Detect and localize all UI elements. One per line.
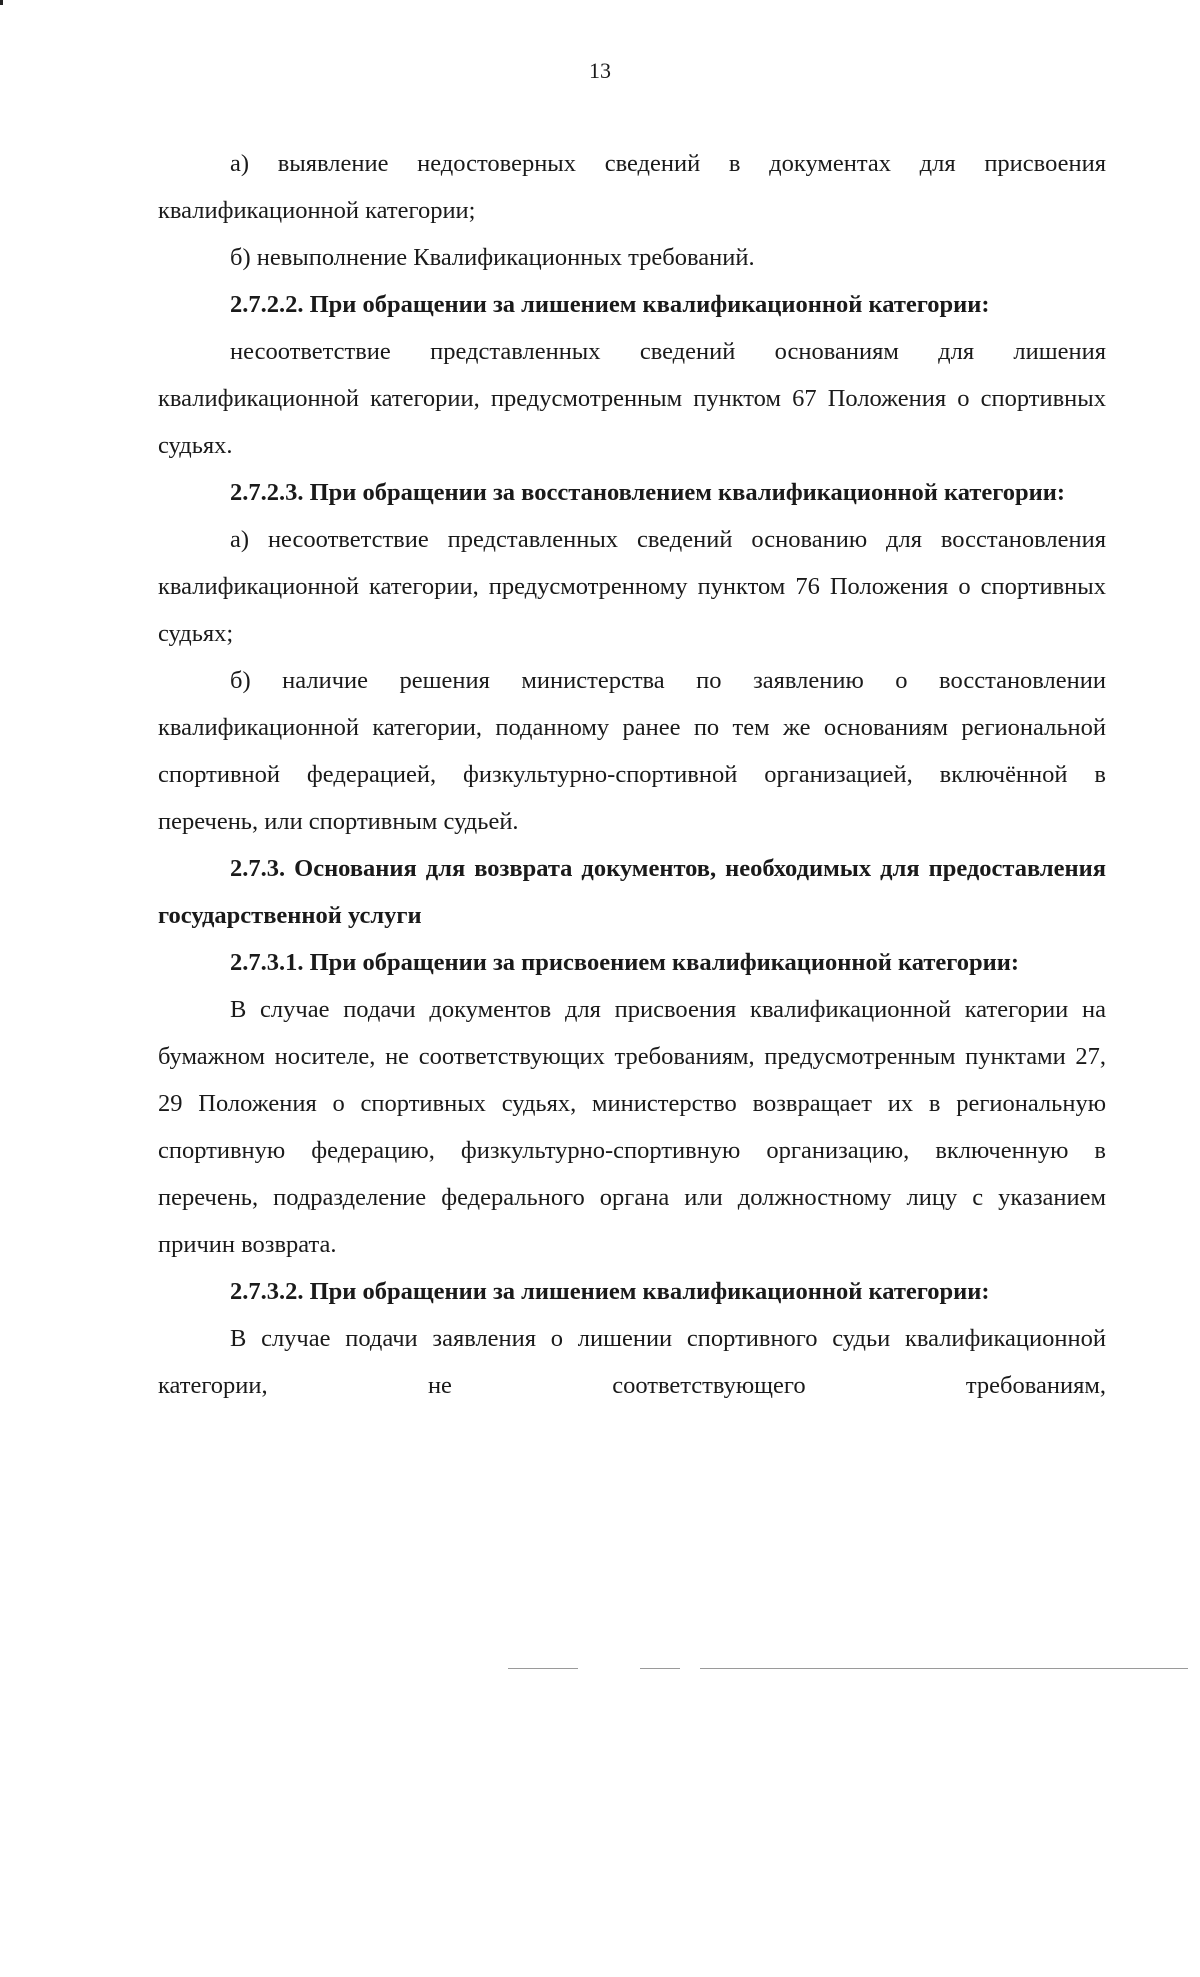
paragraph-2-7-2-2-text: несоответствие представленных сведений основаниям для лишения квалификационной категории, предусмотренным пунктом 67 Положения о спортивных судьях. bbox=[158, 338, 1106, 459]
paragraph-2-7-2-3-a: а) несоответствие представленных сведений основанию для восстановления квалификационной категории, предусмотренному пунктом 76 Положения о спортивных судьях; bbox=[158, 526, 1106, 647]
document-body bbox=[158, 140, 1106, 1409]
paragraph-1a: а) выявление недостоверных сведений в документах для присвоения квалификационной категории; bbox=[158, 150, 1106, 224]
scan-artifact bbox=[0, 0, 3, 5]
page-number: 13 bbox=[589, 58, 611, 83]
footer-scan-rule bbox=[700, 1668, 1188, 1669]
heading-2-7-2-3: 2.7.2.3. При обращении за восстановлением квалификационной категории: bbox=[230, 479, 1066, 506]
heading-2-7-3: 2.7.3. Основания для возврата документов, необходимых для предоставления государственной услуги bbox=[158, 855, 1106, 929]
paragraph-2-7-3-1-text: В случае подачи документов для присвоения квалификационной категории на бумажном носителе, не соответствующих требованиям, предусмотренным пунктами 27, 29 Положения о спортивных судьях, министерство возвращает их в региональную спортивную федерацию, физкультурно-спортивную организацию, включенную в перечень, подразделение федерального органа или должностному лицу с указанием причин возврата. bbox=[158, 996, 1106, 1258]
footer-scan-rule bbox=[508, 1668, 578, 1669]
heading-2-7-3-2: 2.7.3.2. При обращении за лишением квалификационной категории: bbox=[230, 1278, 990, 1305]
heading-2-7-3-1: 2.7.3.1. При обращении за присвоением квалификационной категории: bbox=[230, 949, 1020, 976]
paragraph-2-7-3-2-text: В случае подачи заявления о лишении спортивного судьи квалификационной категории, не соответствующего требованиям, bbox=[158, 1325, 1106, 1399]
paragraph-2-7-2-3-b: б) наличие решения министерства по заявлению о восстановлении квалификационной категории, поданному ранее по тем же основаниям региональной спортивной федерацией, физкультурно-спортивной организацией, включённой в перечень, или спортивным судьей. bbox=[158, 667, 1106, 835]
heading-2-7-2-2: 2.7.2.2. При обращении за лишением квалификационной категории: bbox=[230, 291, 990, 318]
paragraph-1b: б) невыполнение Квалификационных требований. bbox=[230, 244, 755, 271]
footer-scan-rule bbox=[640, 1668, 680, 1669]
